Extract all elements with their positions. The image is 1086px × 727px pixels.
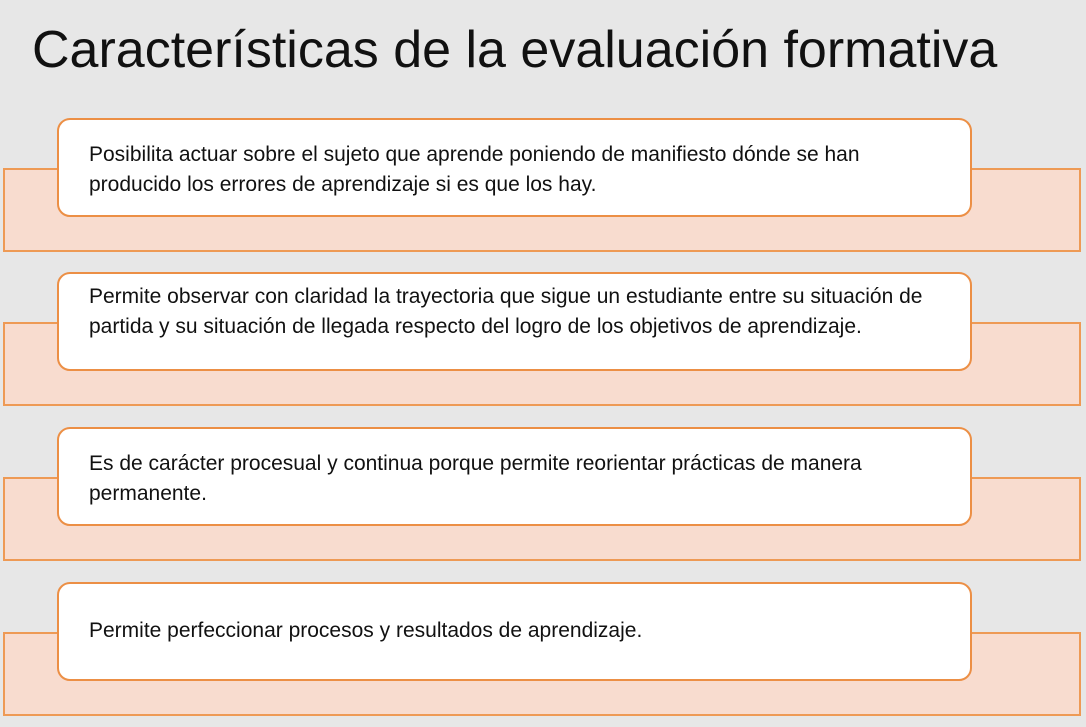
list-item: [0, 427, 1086, 572]
list-item: [0, 118, 1086, 263]
list-item: [0, 272, 1086, 417]
item-card: Posibilita actuar sobre el sujeto que aprende poniendo de manifiesto dónde se han producido los errores de aprendizaje si es que los hay.: [57, 118, 972, 217]
item-card: Permite observar con claridad la trayectoria que sigue un estudiante entre su situación de partida y su situación de llegada respecto del logro de los objetivos de aprendizaje.: [57, 272, 972, 371]
item-card: Permite perfeccionar procesos y resultados de aprendizaje.: [57, 582, 972, 681]
list-item: [0, 582, 1086, 727]
item-card: Es de carácter procesual y continua porque permite reorientar prácticas de manera permanente.: [57, 427, 972, 526]
slide-title: Características de la evaluación formativa: [32, 21, 998, 79]
